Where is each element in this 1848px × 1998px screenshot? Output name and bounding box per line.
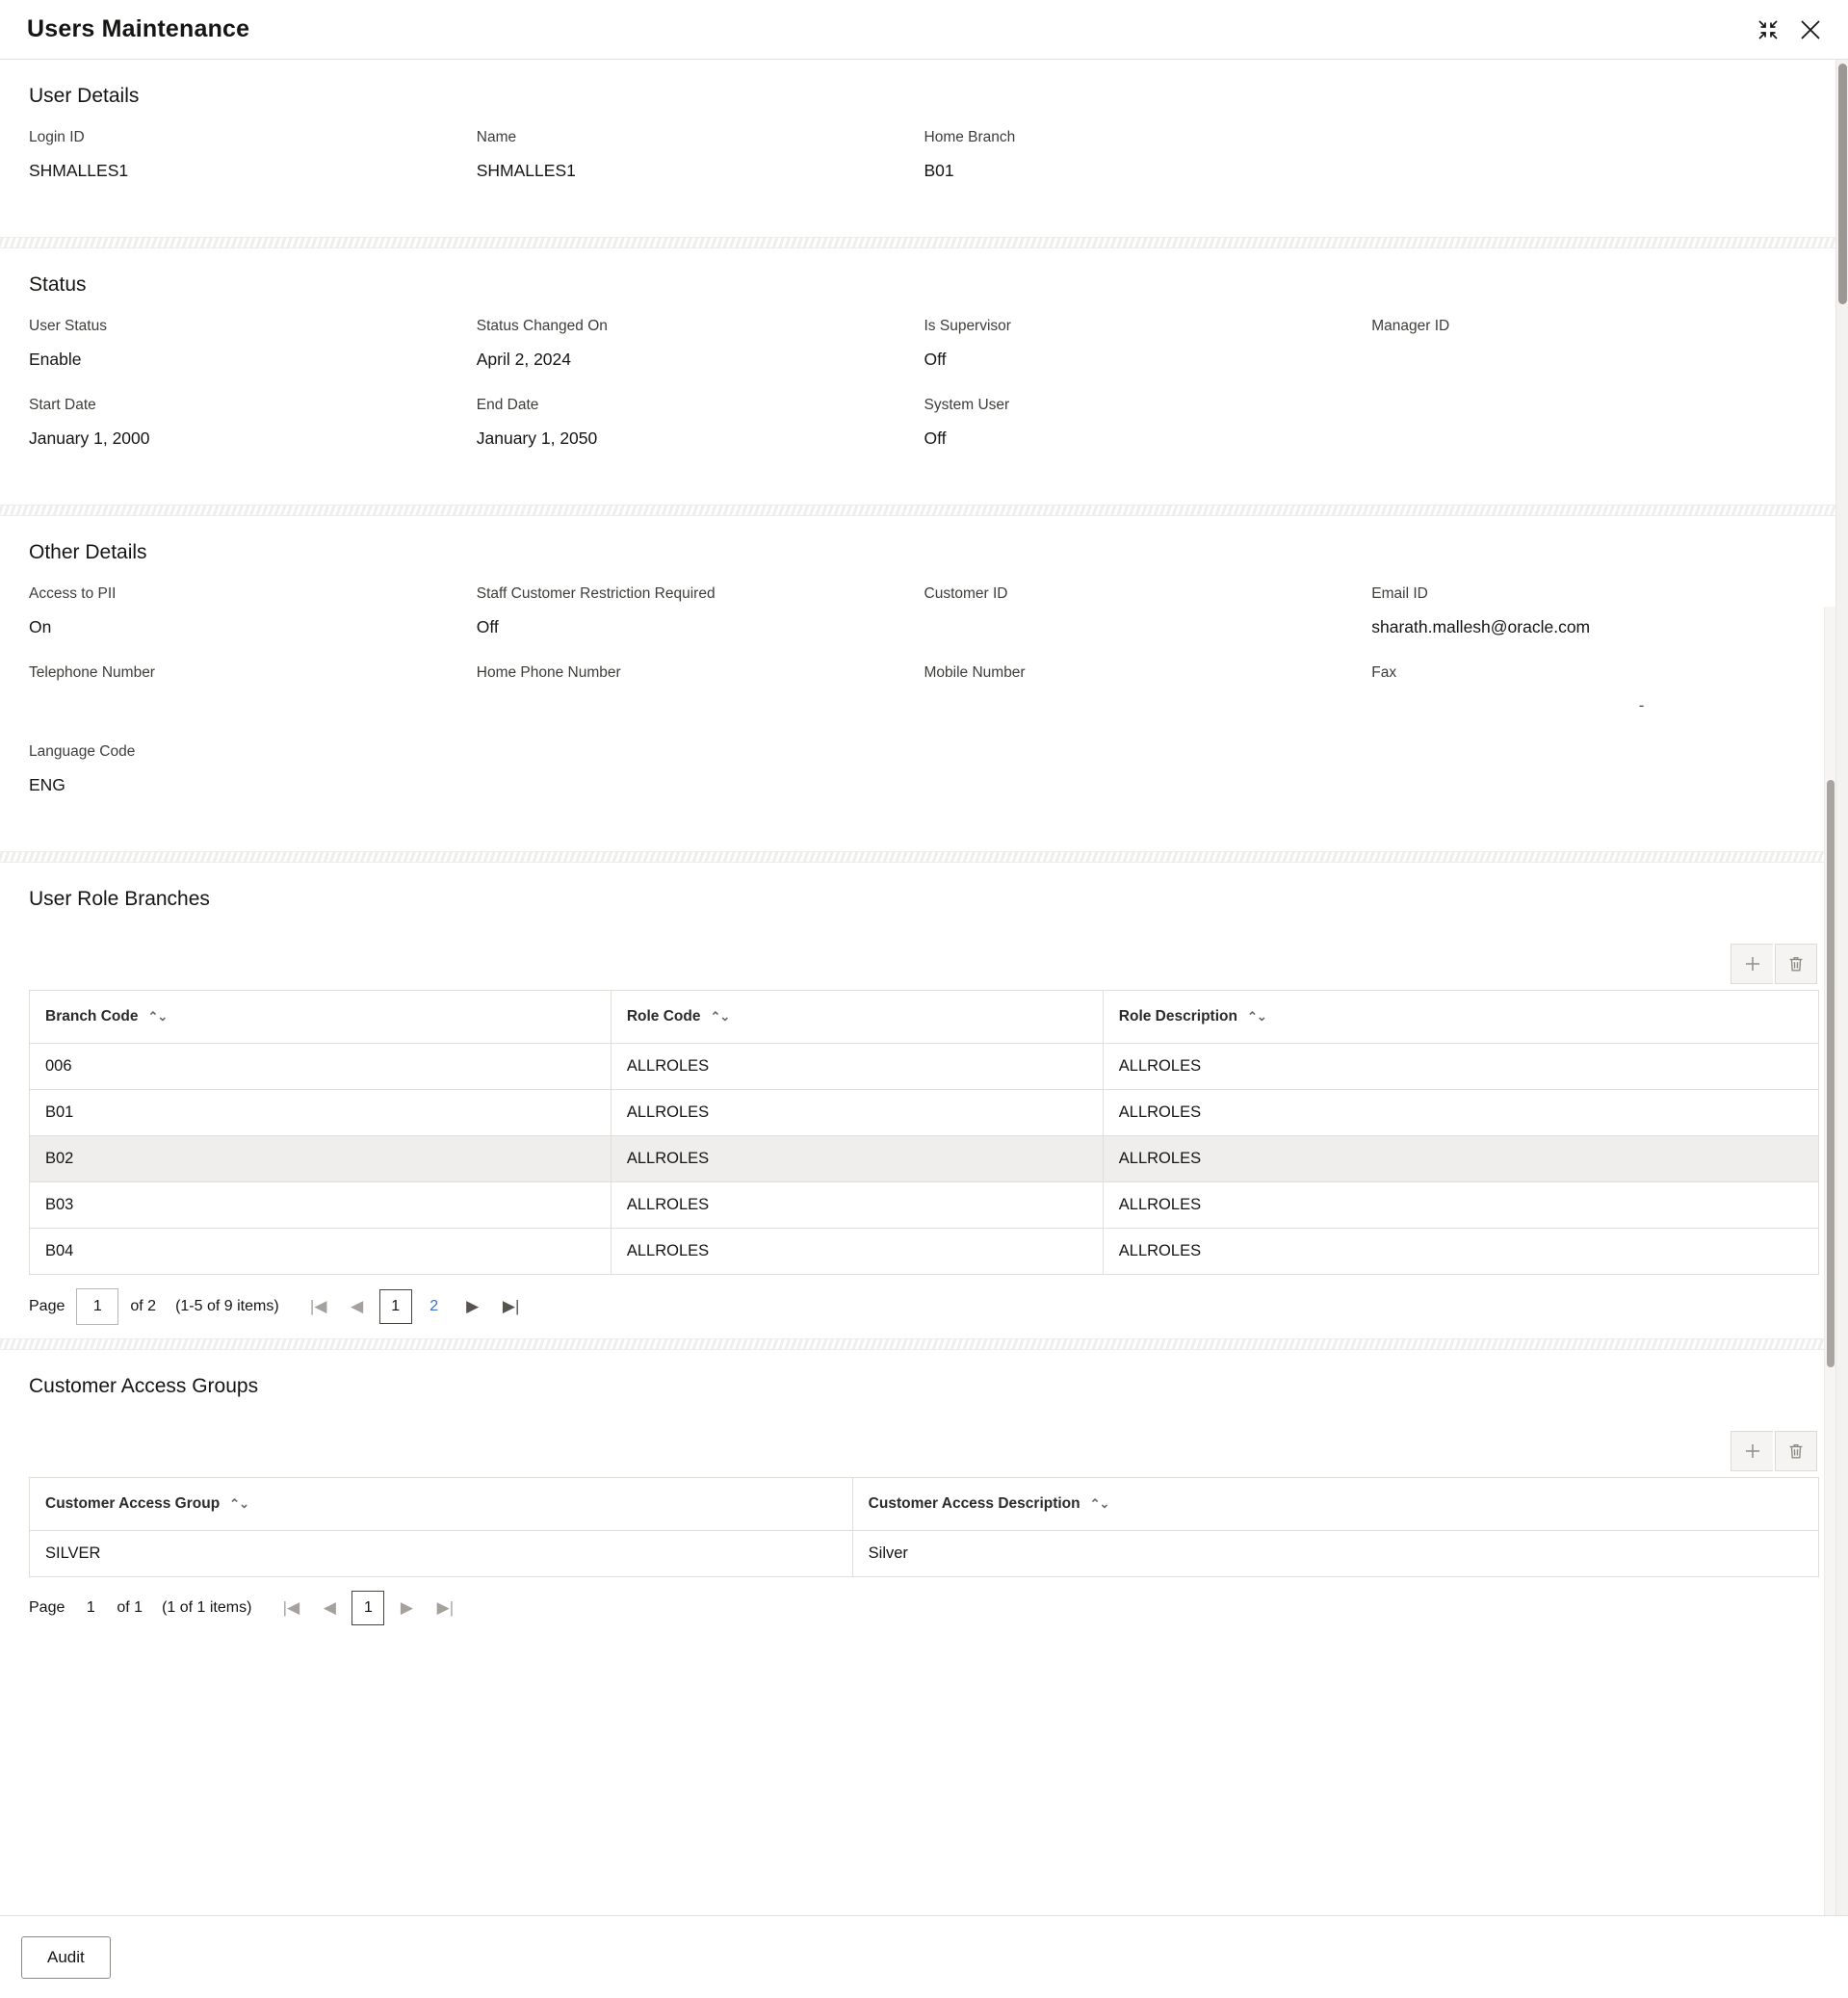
field-status-changed-on	[477, 318, 924, 397]
field-value: On	[29, 617, 52, 636]
page-title: Users Maintenance	[27, 15, 250, 42]
field-value: Off	[924, 428, 947, 448]
plus-icon[interactable]	[1731, 1431, 1773, 1471]
field-value: SHMALLES1	[476, 161, 576, 180]
pager-page-input[interactable]: 1	[76, 1288, 118, 1325]
table-header-row	[30, 991, 1819, 1044]
field-value: ENG	[29, 775, 65, 794]
field-value: April 2, 2024	[476, 350, 572, 369]
cell-role-code: ALLROLES	[611, 1182, 1103, 1229]
last-page-icon[interactable]: ▶|	[436, 1598, 455, 1617]
cell-role-description: ALLROLES	[1103, 1090, 1818, 1136]
customer-access-groups-pager	[29, 1577, 1819, 1629]
field-value	[477, 695, 911, 716]
field-value: Enable	[29, 350, 82, 369]
table-row-selected[interactable]	[30, 1136, 1819, 1182]
section-other-details	[0, 516, 1848, 851]
field-customer-id	[924, 585, 1372, 664]
table-row[interactable]	[30, 1229, 1819, 1275]
customer-access-groups-table	[29, 1477, 1819, 1577]
field-value: B01	[924, 161, 954, 180]
field-name	[477, 129, 924, 208]
field-manager-id	[1371, 318, 1819, 397]
field-spacer	[477, 743, 924, 822]
field-label: System User	[924, 397, 1010, 413]
section-title-user-details: User Details	[29, 85, 140, 107]
field-value: January 1, 2050	[476, 428, 598, 448]
window-footer	[0, 1915, 1848, 1998]
sort-icon[interactable]: ⌃⌄	[1089, 1496, 1109, 1511]
cell-customer-access-description: Silver	[852, 1531, 1818, 1577]
field-label: Manager ID	[1371, 318, 1450, 334]
field-spacer	[1371, 129, 1819, 208]
field-home-branch	[924, 129, 1372, 208]
pager-of-label: of 1	[117, 1599, 143, 1616]
section-divider	[0, 505, 1848, 516]
cell-branch-code: 006	[30, 1044, 612, 1090]
pager-label: Page	[29, 1298, 65, 1314]
field-label: Home Branch	[924, 129, 1016, 145]
cell-branch-code: B04	[30, 1229, 612, 1275]
field-user-status	[29, 318, 477, 397]
cell-role-code: ALLROLES	[611, 1136, 1103, 1182]
column-header-role-code[interactable]: Role Code ⌃⌄	[611, 991, 1103, 1044]
field-value: sharath.mallesh@oracle.com	[1371, 617, 1591, 636]
section-status	[0, 248, 1848, 505]
field-staff-customer-restriction-required	[477, 585, 924, 664]
field-value	[924, 695, 1359, 716]
field-telephone-number	[29, 664, 477, 743]
collapse-icon[interactable]	[1752, 13, 1784, 46]
field-spacer	[924, 743, 1372, 822]
field-label: Email ID	[1371, 585, 1428, 602]
field-label: Fax	[1371, 664, 1397, 681]
trash-icon[interactable]	[1775, 944, 1817, 984]
column-header-branch-code[interactable]: Branch Code ⌃⌄	[30, 991, 612, 1044]
column-header-customer-access-description[interactable]: Customer Access Description ⌃⌄	[852, 1478, 1818, 1531]
pager-count-label: (1 of 1 items)	[162, 1599, 252, 1616]
audit-button[interactable]: Audit	[21, 1936, 111, 1979]
field-email-id	[1371, 585, 1819, 664]
field-label: Is Supervisor	[924, 318, 1011, 334]
page-button-2[interactable]: 2	[418, 1289, 451, 1324]
field-label: Access to PII	[29, 585, 117, 602]
pager-navigation	[302, 1289, 528, 1324]
previous-page-icon[interactable]: ◀	[323, 1598, 336, 1617]
field-home-phone-number	[477, 664, 924, 743]
section-user-details	[0, 60, 1848, 237]
close-icon[interactable]	[1794, 13, 1827, 46]
vertical-scrollbar-inner[interactable]	[1824, 607, 1835, 1915]
table-row[interactable]	[30, 1044, 1819, 1090]
table-row[interactable]	[30, 1531, 1819, 1577]
sort-icon[interactable]: ⌃⌄	[147, 1009, 168, 1024]
sort-icon[interactable]: ⌃⌄	[1246, 1009, 1266, 1024]
section-divider	[0, 1338, 1848, 1350]
user-role-branches-pager	[29, 1275, 1819, 1329]
window-body	[0, 60, 1848, 1915]
cell-branch-code: B02	[30, 1136, 612, 1182]
customer-access-groups-toolbar	[29, 1431, 1819, 1471]
column-header-customer-access-group[interactable]: Customer Access Group ⌃⌄	[30, 1478, 853, 1531]
field-label: Language Code	[29, 743, 136, 760]
field-value: January 1, 2000	[29, 428, 150, 448]
field-value: Off	[924, 350, 947, 369]
section-title-customer-access-groups: Customer Access Groups	[29, 1375, 259, 1397]
field-fax	[1371, 664, 1819, 743]
pager-label: Page	[29, 1599, 65, 1616]
previous-page-icon[interactable]: ◀	[351, 1297, 364, 1315]
scrollbar-thumb[interactable]	[1838, 64, 1847, 304]
section-customer-access-groups	[0, 1350, 1848, 1639]
field-spacer	[1371, 397, 1819, 476]
cell-role-description: ALLROLES	[1103, 1136, 1818, 1182]
field-value	[1371, 349, 1806, 370]
table-row[interactable]	[30, 1182, 1819, 1229]
sort-icon[interactable]: ⌃⌄	[229, 1496, 248, 1511]
field-start-date	[29, 397, 477, 476]
section-user-role-branches	[0, 863, 1848, 1338]
pager-navigation	[274, 1591, 461, 1625]
field-label: User Status	[29, 318, 107, 334]
cell-branch-code: B03	[30, 1182, 612, 1229]
field-mobile-number	[924, 664, 1372, 743]
pager-page-value[interactable]: 1	[86, 1599, 95, 1616]
field-label: Home Phone Number	[476, 664, 621, 681]
cell-role-code: ALLROLES	[611, 1229, 1103, 1275]
section-divider	[0, 237, 1848, 248]
section-title-user-role-branches: User Role Branches	[29, 888, 210, 910]
cell-role-code: ALLROLES	[611, 1044, 1103, 1090]
cell-role-description: ALLROLES	[1103, 1044, 1818, 1090]
section-title-status: Status	[29, 273, 87, 296]
field-spacer	[1371, 743, 1819, 822]
user-role-branches-table	[29, 990, 1819, 1275]
pager-of-label: of 2	[130, 1298, 157, 1314]
cell-role-code: ALLROLES	[611, 1090, 1103, 1136]
plus-icon[interactable]	[1731, 944, 1773, 984]
field-label: Customer ID	[924, 585, 1008, 602]
first-page-icon[interactable]: |◀	[282, 1598, 300, 1617]
column-header-role-description[interactable]: Role Description ⌃⌄	[1103, 991, 1818, 1044]
cell-role-description: ALLROLES	[1103, 1229, 1818, 1275]
field-language-code	[29, 743, 477, 822]
cell-branch-code: B01	[30, 1090, 612, 1136]
section-divider	[0, 851, 1848, 863]
field-is-supervisor	[924, 318, 1372, 397]
field-end-date	[477, 397, 924, 476]
pager-count-label: (1-5 of 9 items)	[175, 1298, 279, 1314]
cell-role-description: ALLROLES	[1103, 1182, 1818, 1229]
vertical-scrollbar-outer[interactable]	[1835, 60, 1848, 1915]
field-label: Status Changed On	[476, 318, 608, 334]
field-value: Off	[476, 617, 499, 636]
cell-customer-access-group: SILVER	[30, 1531, 853, 1577]
next-page-icon[interactable]: ▶	[400, 1598, 413, 1617]
scrollbar-thumb-inner[interactable]	[1827, 780, 1835, 1367]
field-value: -	[1638, 696, 1645, 714]
scroll-content	[0, 60, 1848, 1915]
trash-icon[interactable]	[1775, 1431, 1817, 1471]
page-button-1[interactable]: 1	[379, 1289, 412, 1324]
field-label: Telephone Number	[29, 664, 155, 681]
field-value	[924, 616, 1359, 637]
window-titlebar	[0, 0, 1848, 60]
field-login-id	[29, 129, 477, 208]
field-label: Staff Customer Restriction Required	[476, 585, 716, 602]
section-title-other-details: Other Details	[29, 541, 147, 563]
last-page-icon[interactable]: ▶|	[502, 1297, 520, 1315]
field-system-user	[924, 397, 1372, 476]
field-value	[29, 695, 463, 716]
field-label: Start Date	[29, 397, 96, 413]
table-row[interactable]	[30, 1090, 1819, 1136]
field-access-to-pii	[29, 585, 477, 664]
field-value: SHMALLES1	[29, 161, 129, 180]
user-role-branches-toolbar	[29, 944, 1819, 984]
field-label: Name	[476, 129, 517, 145]
sort-icon[interactable]: ⌃⌄	[710, 1009, 730, 1024]
table-header-row	[30, 1478, 1819, 1531]
page-button-1[interactable]: 1	[351, 1591, 384, 1625]
first-page-icon[interactable]: |◀	[309, 1297, 327, 1315]
field-label: Login ID	[29, 129, 85, 145]
next-page-icon[interactable]: ▶	[466, 1297, 480, 1315]
field-label: Mobile Number	[924, 664, 1026, 681]
field-label: End Date	[476, 397, 539, 413]
